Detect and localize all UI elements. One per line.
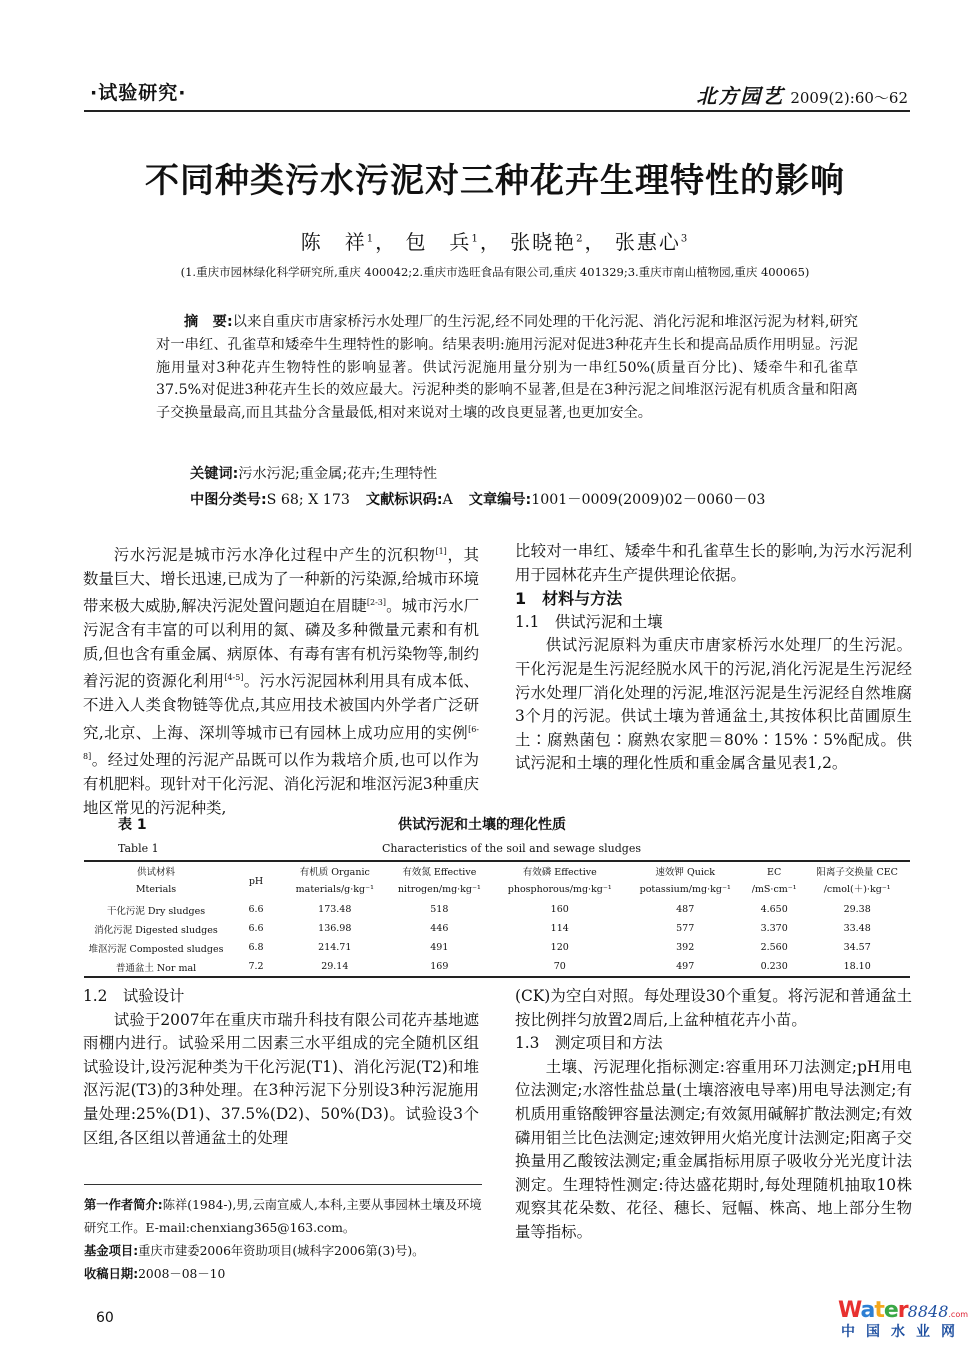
author-bio: 第一作者简介:陈祥(1984-),男,云南宣威人,本科,主要从事园林土壤及环境研究工作。E-mail:chenxiang365@163.com。	[84, 1198, 482, 1235]
watermark-letter: a	[860, 1298, 875, 1323]
article-number-label: 文章编号:	[468, 492, 532, 508]
footnote-rule	[84, 1184, 482, 1185]
body-column-left-top	[83, 540, 479, 820]
table-cell: 6.6	[248, 904, 264, 915]
col-header: 速效钾 Quick potassium/mg·kg⁻¹	[626, 861, 744, 900]
classification	[190, 489, 765, 509]
keywords	[190, 463, 437, 483]
table-cell: 29.38	[843, 904, 871, 915]
table-1	[84, 860, 910, 978]
table-cell: 7.2	[228, 957, 284, 977]
table-cell: 普通盆土 Nor mal	[84, 957, 228, 977]
section-heading-1-2: 1.2 试验设计	[83, 987, 185, 1005]
watermark-number: 8848	[907, 1302, 949, 1321]
section-1-2-text-cont: (CK)为空白对照。每处理设30个重复。将污泥和普通盆土按比例拌匀放置2周后,上盆种植花卉小苗。	[515, 987, 912, 1029]
col-header: 供试材料 Mterials	[84, 861, 228, 900]
author-list	[80, 226, 910, 255]
abstract-text: 以来自重庆市唐家桥污水处理厂的生污泥,经不同处理的干化污泥、消化污泥和堆沤污泥为材料,研究对一串红、孔雀草和矮牵牛生理特性的影响。结果表明:施用污泥对促进3种花卉生长和提高品质作用明显。污泥施用量对3种花卉生物特性的影响显著。供试污泥施用量分别为一串红50%(质量百分比)、矮牵牛和孔雀草37.5%对促进3种花卉生长的效应最大。污泥种类的影响不显著,但是在3种污泥之间堆沤污泥有机质含量和阳离子交换量最高,而且其盐分含量最低,相对来说对土壤的改良更显著,也更加安全。	[156, 314, 858, 422]
section-1-1-text: 供试污泥原料为重庆市唐家桥污水处理厂的生污泥。干化污泥是生污泥经脱水风干的污泥,消化污泥是生污泥经污水处理厂消化处理的污泥,堆沤污泥是生污泥经自然堆腐3个月的污泥。供试土壤为普通盆土,其按体积比苗圃原生土∶腐熟菌包∶腐熟农家肥＝80%∶15%∶5%配成。供试污泥和土壤的理化性质和重金属含量见表1,2。	[515, 636, 912, 773]
body-column-right-top	[515, 540, 912, 776]
watermark-brand	[838, 1298, 908, 1323]
keywords-text: 污水污泥;重金属;花卉;生理特性	[238, 466, 438, 482]
abstract	[156, 311, 858, 425]
table-cell: 487	[676, 904, 695, 915]
table-cell: 160	[550, 904, 569, 915]
table-row	[84, 900, 910, 919]
received-date: 收稿日期:2008－08－10	[84, 1267, 226, 1281]
table-cell: 6.6	[248, 923, 264, 934]
clc-value: S 68; X 173	[266, 492, 350, 508]
journal-issue: 2009(2):60～62	[790, 89, 908, 107]
col-header: EC /mS·cm⁻¹	[744, 861, 804, 900]
table-cell: 446	[430, 923, 449, 934]
citation: [1]	[435, 547, 447, 556]
table-header-row	[84, 861, 910, 900]
section-1-2-text: 试验于2007年在重庆市瑞升科技有限公司花卉基地遮雨棚内进行。试验采用二因素三水平组成的完全随机区组试验设计,设污泥种类为干化污泥(T1)、消化污泥(T2)和堆沤污泥(T3)的3种处理。在3种污泥下分别设3种污泥施用量处理:25%(D1)、37.5%(D2)、50%(D3)。试验设3个区组,各区组以普通盆土的处理	[83, 1010, 479, 1147]
col-header: pH	[228, 861, 284, 900]
table-number-en: Table 1	[118, 842, 159, 855]
table-cell: 518	[430, 904, 449, 915]
watermark-cn: 中国水业网	[841, 1324, 966, 1340]
keywords-label: 关键词:	[190, 466, 239, 482]
journal-name: 北方园艺	[696, 84, 785, 108]
watermark-logo	[838, 1298, 968, 1341]
footnotes	[84, 1194, 484, 1286]
section-heading-1: 1 材料与方法	[515, 589, 623, 609]
clc-label: 中图分类号:	[190, 492, 267, 508]
table-title-cn: 供试污泥和土壤的理化性质	[398, 817, 566, 833]
citation: [2-3]	[366, 598, 387, 608]
table-cell: 4.650	[760, 904, 788, 915]
section-1-3-text: 土壤、污泥理化指标测定:容重用环刀法测定;pH用电位法测定;水溶性盐总量(土壤溶液电导率)用电导法测定;有机质用重铬酸钾容量法测定;有效氮用碱解扩散法测定;有效磷用钼兰比色法测定;速效钾用火焰光度计法测定;阳离子交换量用乙酸铵法测定;重金属指标用原子吸收分光光度计法测定。生理特性测定:待达盛花期时,每处理随机抽取10株观察其花朵数、花径、穗长、冠幅、株高、地上部分生物量等指标。	[515, 1057, 912, 1241]
table-number-cn: 表 1	[118, 817, 147, 833]
citation: [6-8]	[83, 724, 479, 762]
table-cell: 0.230	[744, 957, 804, 977]
table-cell: 577	[676, 923, 695, 934]
table-cell: 29.14	[284, 957, 386, 977]
col-header: 有效磷 Effective phosphorous/mg·kg⁻¹	[493, 861, 626, 900]
citation: [4-5]	[224, 673, 244, 683]
table-cell: 33.48	[843, 923, 871, 934]
table-cell: 491	[430, 942, 449, 953]
table-cell: 173.48	[318, 904, 352, 915]
table-cell: 497	[626, 957, 744, 977]
table-cell: 169	[386, 957, 494, 977]
watermark-letter: e	[883, 1298, 898, 1323]
header-rule	[84, 110, 910, 112]
section-heading-1-1: 1.1 供试污泥和土壤	[515, 612, 663, 631]
table-cell: 392	[676, 942, 695, 953]
table-row	[84, 938, 910, 957]
author: 陈 祥$^1$，	[300, 230, 398, 254]
funding: 基金项目:重庆市建委2006年资助项目(城科字2006第(3)号)。	[84, 1244, 425, 1258]
table-cell: 18.10	[804, 957, 910, 977]
watermark-letter: r	[897, 1298, 908, 1323]
table-cell: 114	[550, 923, 569, 934]
author: 张惠心$^3$	[614, 230, 690, 254]
abstract-label: 摘 要:	[184, 314, 233, 330]
table-cell: 120	[550, 942, 569, 953]
table-cell: 3.370	[760, 923, 788, 934]
table-cell: 214.71	[318, 942, 352, 953]
col-header: 阳离子交换量 CEC /cmol(＋)·kg⁻¹	[804, 861, 910, 900]
author: 包 兵$^1$，	[405, 230, 502, 254]
intro-paragraph-cont: 比较对一串红、矮牵牛和孔雀草生长的影响,为污水污泥利用于园林花卉生产提供理论依据。	[515, 542, 912, 584]
col-header: 有机质 Organic materials/g·kg⁻¹	[284, 861, 386, 900]
table-cell: 堆沤污泥 Composted sludges	[88, 943, 224, 955]
paper-title: 不同种类污水污泥对三种花卉生理特性的影响	[145, 161, 845, 201]
table-cell: 136.98	[318, 923, 352, 934]
doc-code-value: A	[442, 492, 453, 508]
table-cell: 消化污泥 Digested sludges	[94, 924, 218, 936]
article-number-value: 1001－0009(2009)02－0060－03	[531, 492, 766, 508]
watermark-letter: W	[838, 1298, 861, 1323]
watermark-letter: t	[874, 1298, 884, 1323]
table-cell: 6.8	[248, 942, 264, 953]
body-column-left-bottom	[83, 985, 479, 1150]
table-title-en: Characteristics of the soil and sewage sludges	[382, 842, 641, 855]
section-heading-1-3: 1.3 测定项目和方法	[515, 1034, 663, 1053]
table-cell: 70	[493, 957, 626, 977]
col-header: 有效氮 Effective nitrogen/mg·kg⁻¹	[386, 861, 494, 900]
table-row	[84, 919, 910, 938]
section-label: ·试验研究·	[90, 82, 187, 104]
table-cell: 34.57	[843, 942, 871, 953]
affiliations: (1.重庆市园林绿化科学研究所,重庆 400042;2.重庆市选旺食品有限公司,重庆 401329;3.重庆市南山植物园,重庆 400065)	[180, 265, 810, 279]
doc-code-label: 文献标识码:	[365, 492, 443, 508]
author: 张晓艳$^2$，	[510, 230, 607, 254]
table-cell: 干化污泥 Dry sludges	[106, 905, 206, 917]
body-column-right-bottom	[515, 985, 912, 1245]
journal-header	[696, 80, 908, 109]
table-row	[84, 957, 910, 977]
watermark-suffix: .com	[948, 1310, 969, 1319]
page-number: 60	[96, 1310, 114, 1326]
table-cell: 2.560	[760, 942, 788, 953]
intro-paragraph: 污水污泥是城市污水净化过程中产生的沉积物[1]，其数量巨大、增长迅速,已成为了一种新的污染源,给城市环境带来极大威胁,解决污泥处置问题迫在眉睫[2-3]。城市污水厂污泥含有丰富的可以利用的氮、磷及多种微量元素和有机质,但也含有重金属、病原体、有毒有害有机污染物等,制约着污泥的资源化利用[4-5]。污水污泥园林利用具有成本低、不进入人类食物链等优点,其应用技术被国内外学者广泛研究,北京、上海、深圳等城市已有园林上成功应用的实例[6-8]。经过处理的污泥产品既可以作为栽培介质,也可以作为有机肥料。现针对干化污泥、消化污泥和堆沤污泥3种重庆地区常见的污泥种类,	[83, 546, 479, 817]
